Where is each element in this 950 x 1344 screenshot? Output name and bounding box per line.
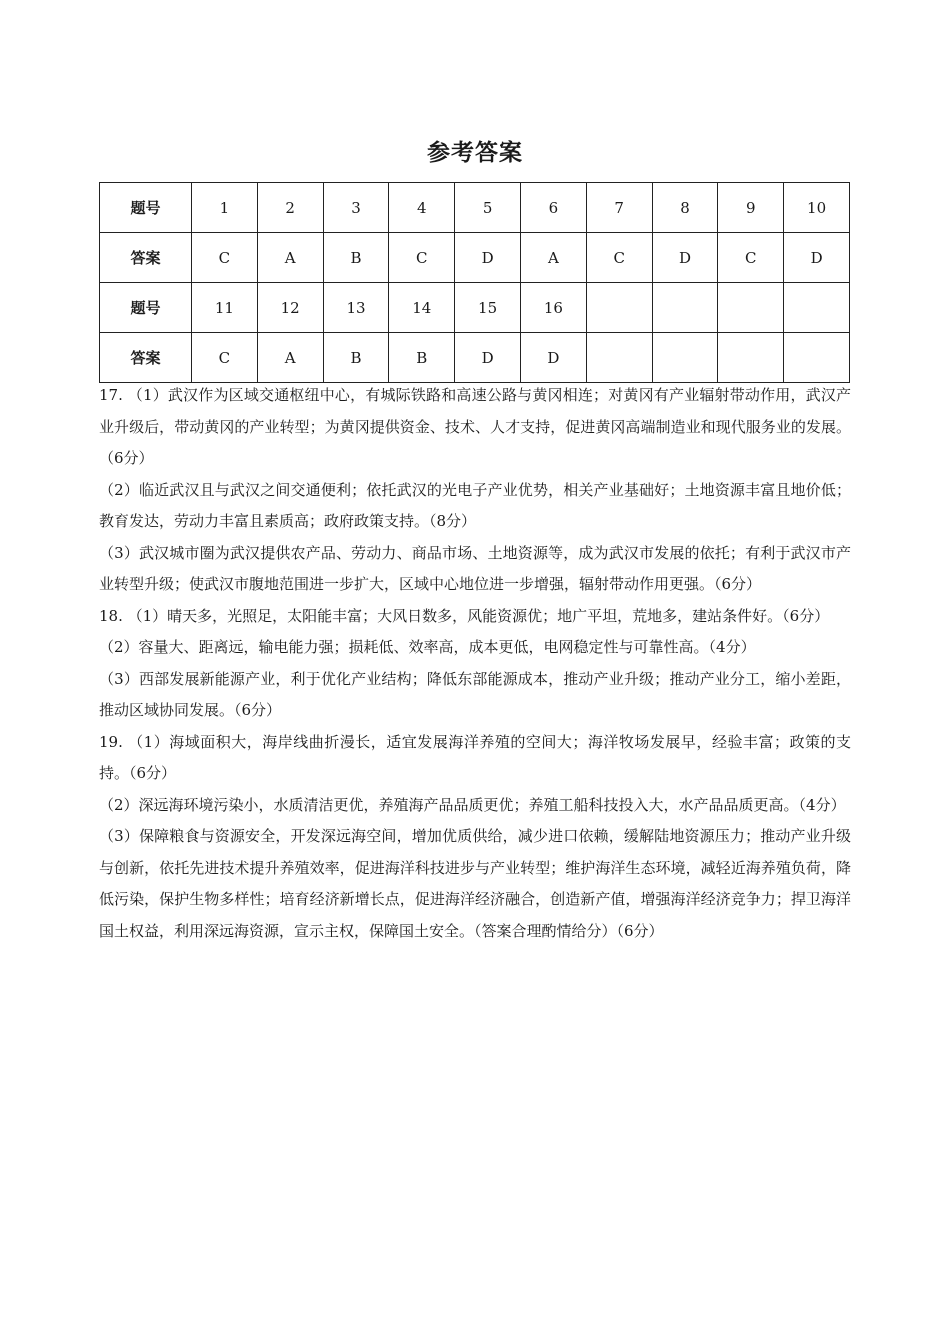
table-cell: 14 (389, 283, 455, 333)
table-cell (586, 333, 652, 383)
table-cell: 8 (652, 183, 718, 233)
table-cell: 12 (257, 283, 323, 333)
table-cell: 2 (257, 183, 323, 233)
page-title: 参考答案 (427, 140, 523, 166)
table-cell: 3 (323, 183, 389, 233)
table-row (100, 233, 850, 283)
table-cell: C (192, 333, 258, 383)
table-cell: D (652, 233, 718, 283)
table-cell: 16 (520, 283, 586, 333)
table-cell (784, 333, 850, 383)
table-cell (652, 283, 718, 333)
table-cell: A (257, 333, 323, 383)
table-cell: B (323, 233, 389, 283)
table-row (100, 283, 850, 333)
answer-paragraph-18-2: （2）容量大、距离远，输电能力强；损耗低、效率高，成本更低，电网稳定性与可靠性高。（4分） (99, 638, 756, 656)
answer-paragraph-17-3: （3）武汉城市圈为武汉提供农产品、劳动力、商品市场、土地资源等，成为武汉市发展的依托；有利于武汉市产业转型升级；使武汉市腹地范围进一步扩大，区域中心地位进一步增强，辐射带动作用更强。（6分） (99, 543, 851, 593)
table-cell: 11 (192, 283, 258, 333)
table-cell: 1 (192, 183, 258, 233)
table-cell (718, 333, 784, 383)
table-cell: C (192, 233, 258, 283)
table-cell: D (784, 233, 850, 283)
table-cell: 6 (520, 183, 586, 233)
answer-paragraph-19-1: 19. （1）海域面积大，海岸线曲折漫长，适宜发展海洋养殖的空间大；海洋牧场发展早，经验丰富；政策的支持。（6分） (99, 732, 851, 782)
table-cell: C (586, 233, 652, 283)
answer-explanations (99, 380, 851, 947)
table-cell: C (389, 233, 455, 283)
table-row (100, 183, 850, 233)
table-cell (586, 283, 652, 333)
row-label: 题号 (100, 283, 192, 333)
table-cell: 7 (586, 183, 652, 233)
answer-paragraph-18-1: 18. （1）晴天多，光照足，太阳能丰富；大风日数多，风能资源优；地广平坦，荒地多，建站条件好。（6分） (99, 606, 830, 625)
answer-paragraph-18-3: （3）西部发展新能源产业，利于优化产业结构；降低东部能源成本，推动产业升级；推动产业分工，缩小差距，推动区域协同发展。（6分） (99, 669, 851, 719)
table-cell: D (455, 233, 521, 283)
table-cell: A (257, 233, 323, 283)
answer-paragraph-17-2: （2）临近武汉且与武汉之间交通便利；依托武汉的光电子产业优势，相关产业基础好；土地资源丰富且地价低；教育发达，劳动力丰富且素质高；政府政策支持。（8分） (99, 480, 851, 530)
table-cell: 9 (718, 183, 784, 233)
table-cell: 15 (455, 283, 521, 333)
answer-table (99, 182, 850, 383)
table-cell: 10 (784, 183, 850, 233)
answer-paragraph-17-1: 17. （1）武汉作为区域交通枢纽中心，有城际铁路和高速公路与黄冈相连；对黄冈有产业辐射带动作用，武汉产业升级后，带动黄冈的产业转型；为黄冈提供资金、技术、人才支持，促进黄冈高端制造业和现代服务业的发展。（6分） (99, 386, 851, 467)
table-row (100, 333, 850, 383)
table-cell: 4 (389, 183, 455, 233)
table-cell: B (323, 333, 389, 383)
row-label: 答案 (100, 333, 192, 383)
row-label: 题号 (100, 183, 192, 233)
table-cell: 13 (323, 283, 389, 333)
table-cell: C (718, 233, 784, 283)
table-cell: A (520, 233, 586, 283)
table-cell: B (389, 333, 455, 383)
table-cell: D (520, 333, 586, 383)
table-cell (652, 333, 718, 383)
answer-paragraph-19-3: （3）保障粮食与资源安全，开发深远海空间，增加优质供给，减少进口依赖，缓解陆地资源压力；推动产业升级与创新，依托先进技术提升养殖效率，促进海洋科技进步与产业转型；维护海洋生态环境，减轻近海养殖负荷，降低污染，保护生物多样性；培育经济新增长点，促进海洋经济融合，创造新产值，增强海洋经济竞争力；捍卫海洋国土权益，利用深远海资源，宣示主权，保障国土安全。（答案合理酌情给分）（6分） (99, 827, 851, 940)
table-cell (718, 283, 784, 333)
table-cell (784, 283, 850, 333)
table-cell: D (455, 333, 521, 383)
answer-paragraph-19-2: （2）深远海环境污染小，水质清洁更优，养殖海产品品质更优；养殖工船科技投入大，水产品品质更高。（4分） (99, 795, 846, 814)
table-cell: 5 (455, 183, 521, 233)
row-label: 答案 (100, 233, 192, 283)
